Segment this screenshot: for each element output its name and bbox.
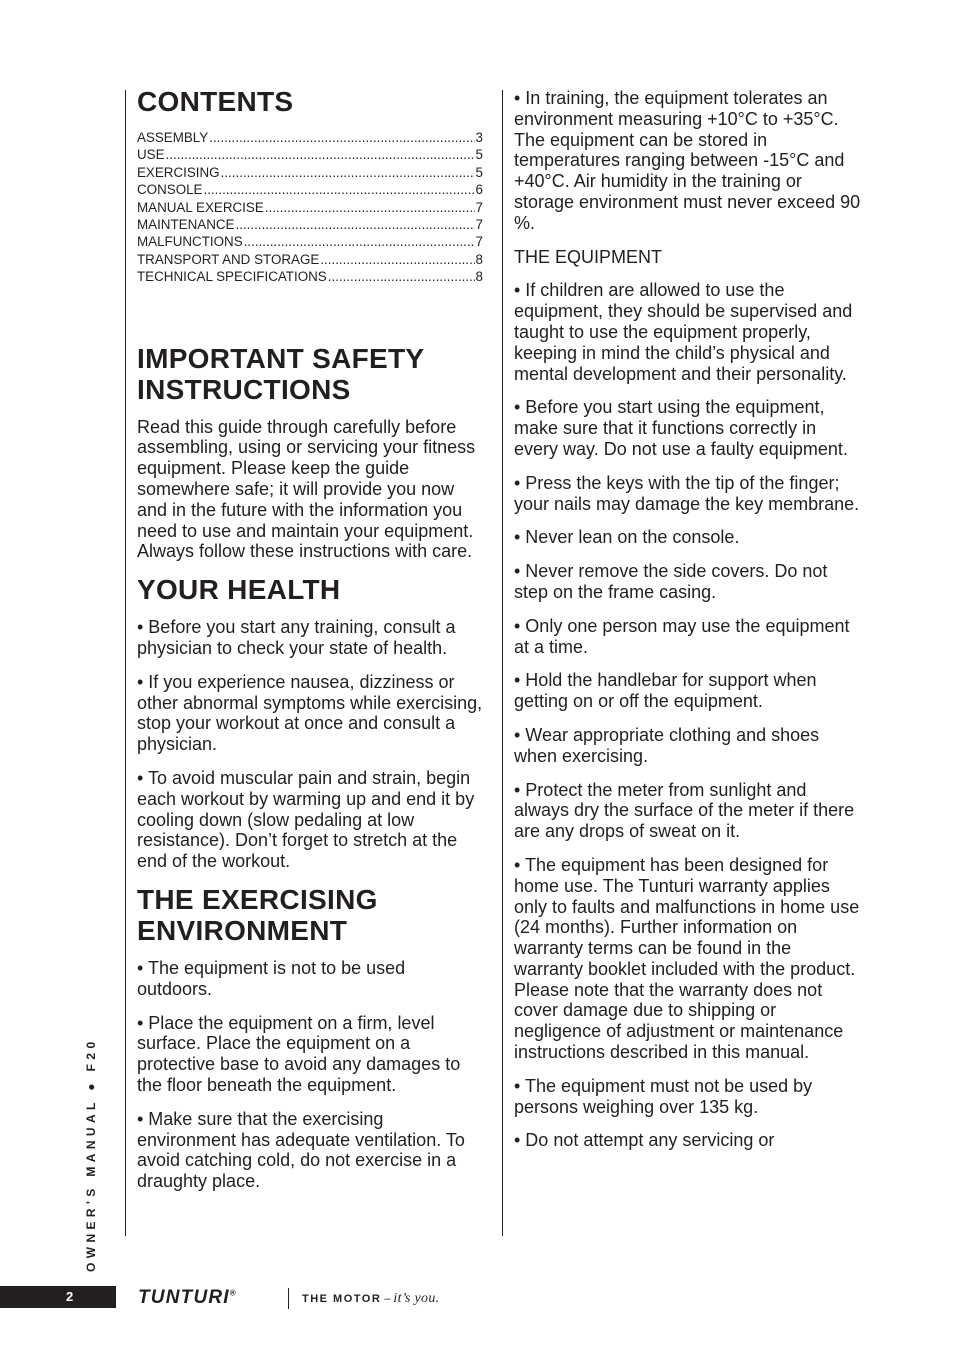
health-paragraph-3: • To avoid muscular pain and strain, begin each workout by warming up and end it by cooling down (slow pedaling at low resistance). Don’t forget to stretch at the end of the workout.: [137, 768, 475, 872]
toc-leader-dots: [244, 233, 475, 250]
equipment-paragraph-servicing: • Do not attempt any servicing or: [514, 1130, 775, 1151]
toc-entry-label: ASSEMBLY: [137, 130, 209, 145]
toc-entry: [137, 199, 483, 216]
toc-entry-page: 7: [475, 199, 483, 215]
toc-entry: [137, 233, 483, 250]
tagline-dash: –: [384, 1293, 391, 1305]
side-manual-text: OWNER'S MANUAL ● F20: [84, 1037, 98, 1272]
equipment-paragraph-one-person: • Only one person may use the equipment at a time.: [514, 615, 850, 657]
toc-entry-label: CONSOLE: [137, 182, 203, 198]
tagline: [302, 1291, 439, 1307]
page-number-box: [0, 1286, 116, 1308]
equipment-paragraph-keys: • Press the keys with the tip of the finger; your nails may damage the key membrane.: [514, 472, 860, 514]
toc-leader-dots: [209, 129, 474, 146]
equipment-paragraph-clothing: • Wear appropriate clothing and shoes when exercising.: [514, 724, 820, 766]
environment-heading: [137, 884, 483, 946]
toc-entry: [137, 251, 483, 268]
contents-heading: CONTENTS: [137, 86, 294, 117]
page-number: 2: [66, 1289, 74, 1304]
toc-entry-page: 8: [475, 269, 483, 285]
toc-entry-label: EXERCISING: [137, 164, 220, 180]
right-column-rule: [502, 90, 503, 1236]
registered-mark: ®: [229, 1288, 237, 1298]
equipment-paragraph-console: • Never lean on the console.: [514, 527, 740, 548]
toc-leader-dots: [235, 216, 474, 233]
environment-paragraph-1: • The equipment is not to be used outdoors.: [137, 958, 406, 999]
right-column: [514, 88, 864, 1151]
toc-entry-page: 6: [475, 182, 483, 198]
environment-paragraph-2: • Place the equipment on a firm, level surface. Place the equipment on a protective base to avoid any damages to the floor beneath the equipment.: [137, 1012, 461, 1095]
environment-heading-line1: THE EXERCISING: [137, 884, 378, 915]
toc-entry-label: MAINTENANCE: [137, 217, 235, 233]
equipment-heading: THE EQUIPMENT: [514, 246, 663, 267]
toc-entry-page: 5: [475, 147, 483, 163]
environment-temperature-paragraph: • In training, the equipment tolerates an environment measuring +10°C to +35°C. The equipment can be stored in temperatures ranging between -15°C and +40°C. Air humidity in the training or storage environment must never exceed 90 %.: [514, 88, 861, 233]
left-column: [137, 86, 483, 1192]
equipment-paragraph-weight: • The equipment must not be used by persons weighing over 135 kg.: [514, 1075, 813, 1117]
toc-leader-dots: [166, 146, 475, 163]
toc-entry-page: 7: [475, 217, 483, 233]
toc-entry: [137, 146, 483, 163]
toc-entry-page: 3: [475, 130, 483, 145]
health-heading: YOUR HEALTH: [137, 574, 341, 606]
safety-heading-line2: INSTRUCTIONS: [137, 373, 351, 405]
toc-entry-page: 8: [475, 251, 483, 267]
toc-entry: [137, 164, 483, 181]
equipment-paragraph-function: • Before you start using the equipment, make sure that it functions correctly in every way. Do not use a faulty equipment.: [514, 397, 848, 459]
toc-entry: [137, 216, 483, 233]
tunturi-logo: [138, 1287, 237, 1309]
toc-leader-dots: [203, 181, 474, 198]
tagline-text: THE MOTOR: [302, 1293, 382, 1305]
safety-intro: Read this guide through carefully before assembling, using or servicing your fitness equipment. Please keep the guide somewhere safe; it will provide you now and in the future with the information you need to use and maintain your equipment. Always follow these instructions with care.: [137, 416, 476, 562]
toc-entry-label: TECHNICAL SPECIFICATIONS: [137, 269, 327, 285]
footer-divider: [288, 1288, 289, 1309]
toc-leader-dots: [221, 164, 475, 181]
toc-entry: [137, 129, 483, 146]
tagline-italic: it’s you.: [393, 1291, 440, 1306]
equipment-paragraph-handlebar: • Hold the handlebar for support when getting on or off the equipment.: [514, 670, 817, 712]
table-of-contents: [137, 129, 483, 286]
toc-entry-page: 7: [475, 234, 483, 250]
toc-entry-page: 5: [475, 164, 483, 180]
brand-name: TUNTURI: [138, 1287, 230, 1308]
toc-leader-dots: [320, 251, 474, 268]
toc-entry-label: MANUAL EXERCISE: [137, 199, 264, 215]
equipment-paragraph-warranty: • The equipment has been designed for home use. The Tunturi warranty applies only to faults and malfunctions in home use (24 months). Further information on warranty terms can be found in the warranty booklet included with the product. Please note that the warranty does not cover damage due to shipping or negligence of adjustment or maintenance instructions described in this manual.: [514, 854, 860, 1063]
left-column-rule: [125, 90, 126, 1236]
toc-leader-dots: [328, 268, 475, 285]
health-paragraph-1: • Before you start any training, consult a physician to check your state of health.: [137, 617, 456, 659]
safety-heading: [137, 343, 483, 405]
toc-entry: [137, 181, 483, 198]
toc-entry-label: TRANSPORT AND STORAGE: [137, 251, 320, 267]
safety-heading-line1: IMPORTANT SAFETY: [137, 342, 425, 374]
toc-entry-label: USE: [137, 147, 165, 163]
health-paragraph-2: • If you experience nausea, dizziness or other abnormal symptoms while exercising, stop your workout at once and consult a physician.: [137, 671, 483, 755]
environment-paragraph-3: • Make sure that the exercising environment has adequate ventilation. To avoid catching cold, do not exercise in a draughty place.: [137, 1108, 465, 1192]
toc-entry-label: MALFUNCTIONS: [137, 234, 243, 250]
equipment-paragraph-covers: • Never remove the side covers. Do not step on the frame casing.: [514, 561, 828, 602]
equipment-paragraph-children: • If children are allowed to use the equipment, they should be supervised and taught to use the equipment properly, keeping in mind the child’s physical and mental development and their personality.: [514, 280, 853, 384]
equipment-paragraph-meter: • Protect the meter from sunlight and always dry the surface of the meter if there are any drops of sweat on it.: [514, 779, 855, 842]
toc-leader-dots: [265, 199, 475, 216]
environment-heading-line2: ENVIRONMENT: [137, 915, 348, 946]
toc-entry: [137, 268, 483, 285]
side-manual-label: [64, 1037, 98, 1272]
